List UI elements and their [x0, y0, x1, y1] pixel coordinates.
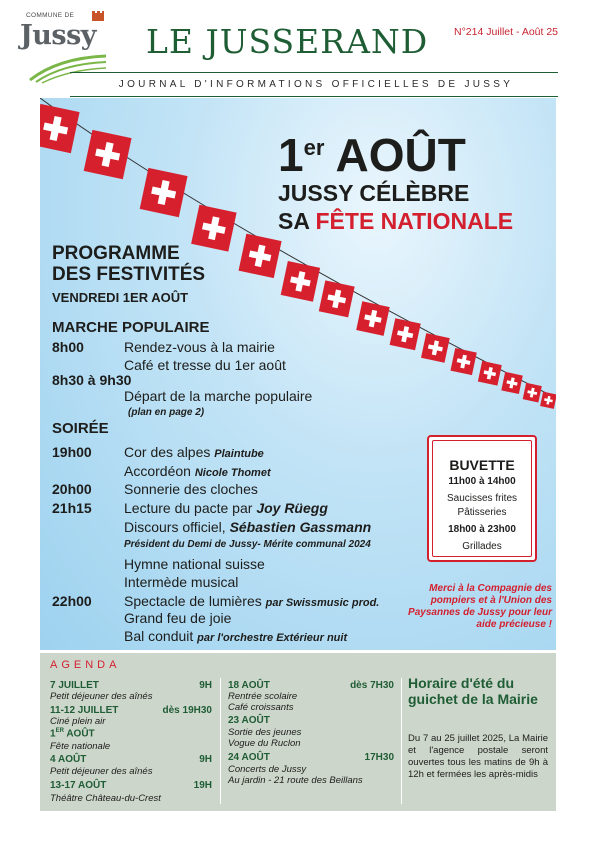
- agenda-date: 11-12 JUILLET: [50, 705, 119, 716]
- agenda-divider-2: [401, 678, 402, 804]
- section-soiree: SOIRÉE: [52, 420, 109, 437]
- activity-discours-label: Discours officiel,: [124, 519, 230, 535]
- headline-day: 1: [278, 129, 304, 181]
- activity-discours: [124, 519, 371, 535]
- programme-title-line2: DES FESTIVITÉS: [52, 264, 206, 285]
- buvette-time-2: 18h00 à 23h00: [448, 524, 516, 535]
- agenda-date: 24 AOÛT: [228, 752, 270, 763]
- agenda-time: 9H: [199, 680, 212, 691]
- masthead-rule-bottom: [70, 96, 558, 97]
- time-22h00: 22h00: [52, 593, 92, 609]
- agenda-desc: Vogue du Ruclon: [228, 738, 301, 749]
- activity-accordeon-artist: Nicole Thomet: [194, 467, 271, 479]
- activity-rendezvous: Rendez-vous à la mairie: [124, 339, 275, 355]
- swiss-flag-icon: [84, 130, 132, 179]
- swiss-flag-icon: [478, 361, 502, 386]
- programme-title-line1: PROGRAMME: [52, 243, 180, 264]
- headline-date: [278, 128, 466, 182]
- time-8h00: 8h00: [52, 339, 84, 355]
- agenda-date: 7 JUILLET: [50, 680, 99, 691]
- agenda-desc: Petit déjeuner des aînés: [50, 691, 153, 702]
- activity-discours-speaker: Sébastien Gassmann: [229, 519, 372, 535]
- agenda-time: 9H: [199, 754, 212, 765]
- swiss-flag-icon: [421, 333, 450, 363]
- activity-pacte-reader: Joy Rüegg: [256, 500, 328, 516]
- agenda-date: 18 AOÛT: [228, 680, 270, 691]
- buvette-item-grillades: Grillades: [462, 541, 502, 552]
- activity-feu: Grand feu de joie: [124, 610, 232, 626]
- activity-depart: Départ de la marche populaire: [124, 388, 313, 404]
- swiss-flag-icon: [501, 372, 523, 394]
- swiss-flag-icon: [239, 234, 282, 278]
- agenda-desc: Ciné plein air: [50, 716, 106, 727]
- agenda-desc: Café croissants: [228, 702, 294, 713]
- buvette-box: [427, 435, 537, 562]
- activity-bal: [124, 628, 347, 644]
- headline-day-suffix: er: [303, 135, 325, 160]
- buvette-time-1: 11h00 à 14h00: [448, 476, 516, 487]
- logo-commune-label: COMMUNE DE: [26, 12, 75, 19]
- time-21h15: 21h15: [52, 500, 92, 516]
- buvette-item-saucisses: Saucisses frites: [446, 493, 518, 504]
- agenda-desc: Concerts de Jussy: [228, 764, 307, 775]
- agenda-date-month: AOÛT: [63, 728, 95, 740]
- programme-day: VENDREDI 1ER AOÛT: [52, 290, 189, 305]
- agenda-date-sup: ER: [55, 728, 64, 734]
- agenda-date-num: 1: [50, 728, 56, 740]
- activity-bal-label: Bal conduit: [124, 628, 198, 644]
- logo-wordmark: Jussy: [20, 20, 96, 51]
- fete-nationale-poster: [40, 98, 556, 650]
- time-19h00: 19h00: [52, 444, 92, 460]
- activity-intermede: Intermède musical: [124, 574, 239, 590]
- time-20h00: 20h00: [52, 481, 92, 497]
- activity-pacte-label: Lecture du pacte par: [124, 500, 257, 516]
- activity-spectacle-artist: par Swissmusic prod.: [265, 597, 380, 609]
- swiss-flag-icon: [40, 104, 80, 153]
- agenda-desc: Au jardin - 21 route des Beillans: [228, 775, 363, 786]
- agenda-date: [50, 728, 95, 739]
- note-plan: (plan en page 2): [128, 407, 205, 418]
- agenda-date: 4 AOÛT: [50, 754, 87, 765]
- agenda-desc: Sortie des jeunes: [228, 727, 302, 738]
- activity-cafe: Café et tresse du 1er août: [124, 357, 286, 373]
- headline-sub2-red: FÊTE NATIONALE: [315, 208, 514, 234]
- swiss-flag-icon: [450, 348, 476, 375]
- activity-cor-label: Cor des alpes: [124, 444, 215, 460]
- note-president: Président du Demi de Jussy- Mérite communal 2024: [124, 539, 371, 550]
- thanks-note: Merci à la Compagnie des pompiers et à l'Union des Paysannes de Jussy pour leur aide précieuse !: [408, 583, 552, 630]
- headline-sub1: JUSSY CÉLÈBRE: [278, 180, 470, 206]
- activity-spectacle: [124, 593, 379, 609]
- buvette-title: BUVETTE: [449, 457, 515, 473]
- activity-cloches: Sonnerie des cloches: [124, 481, 258, 497]
- masthead-rule-top: [70, 72, 558, 73]
- activity-bal-artist: par l'orchestre Extérieur nuit: [197, 632, 348, 644]
- headline-sub2-black: SA: [278, 208, 316, 234]
- activity-accordeon: [124, 463, 271, 479]
- section-marche: MARCHE POPULAIRE: [52, 319, 210, 336]
- agenda-title: AGENDA: [50, 659, 121, 671]
- agenda-desc: Rentrée scolaire: [228, 691, 298, 702]
- activity-pacte: [124, 500, 328, 516]
- activity-hymne: Hymne national suisse: [124, 556, 265, 572]
- time-8h30: 8h30 à 9h30: [52, 372, 132, 388]
- agenda-desc: Théâtre Château-du-Crest: [50, 793, 161, 804]
- swiss-flag-icon: [540, 392, 556, 409]
- headline-sub2: [278, 208, 513, 235]
- programme-title: [52, 243, 205, 285]
- agenda-time: dès 19H30: [162, 705, 212, 716]
- activity-accordeon-label: Accordéon: [124, 463, 195, 479]
- swiss-flag-icon: [523, 383, 542, 403]
- swiss-flag-icon: [356, 301, 390, 336]
- agenda-date: 23 AOÛT: [228, 715, 270, 726]
- agenda-time: 19H: [193, 780, 212, 791]
- newspaper-subtitle: JOURNAL D'INFORMATIONS OFFICIELLES DE JUSSY: [118, 79, 514, 90]
- buvette-item-patisseries: Pâtisseries: [457, 507, 507, 518]
- headline-month: AOÛT: [335, 129, 466, 181]
- swiss-flag-icon: [319, 280, 355, 317]
- issue-number: N°214 Juillet - Août 25: [454, 26, 559, 38]
- newspaper-title: LE JUSSERAND: [146, 22, 429, 61]
- activity-cor-des-alpes: [124, 444, 264, 460]
- swiss-flag-icon: [140, 168, 188, 217]
- swiss-flag-icon: [390, 318, 421, 350]
- horaire-title: Horaire d'été du guichet de la Mairie: [408, 675, 538, 707]
- horaire-text: Du 7 au 25 juillet 2025, La Mairie et l'agence postale seront ouvertes tous les matins de 9h à 12h et fermées les après-midis: [408, 733, 548, 780]
- agenda-time: dès 7H30: [350, 680, 394, 691]
- agenda-date: 13-17 AOÛT: [50, 780, 107, 791]
- agenda-panel: [40, 653, 556, 811]
- activity-spectacle-label: Spectacle de lumières: [124, 593, 266, 609]
- swiss-flag-icon: [281, 261, 320, 302]
- agenda-divider-1: [220, 678, 221, 804]
- agenda-desc: Fête nationale: [50, 741, 111, 752]
- activity-cor-artist: Plaintube: [214, 448, 264, 460]
- agenda-time: 17H30: [364, 752, 394, 763]
- agenda-desc: Petit déjeuner des aînés: [50, 766, 153, 777]
